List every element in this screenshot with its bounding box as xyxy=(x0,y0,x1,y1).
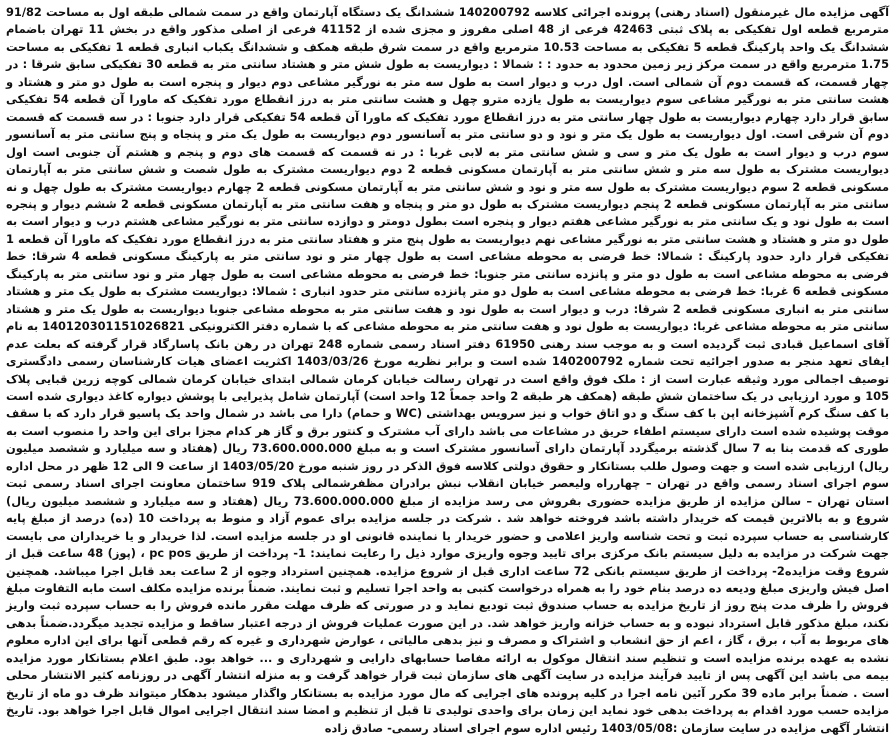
auction-notice-text: آگهی مزایده مال غیرمنقول (اسناد رهنی) پرونده اجرائی کلاسه 140200792 ششدانگ یک دستگاه آپارتمان واقع در سمت شمالی طبقه اول به مساحت 91/82 مترمربع قطعه اول تفکیکی به پلاک ثبتی 42463 فرعی از 48 اصلی مفروز و مجزی شده از 41152 فرعی از اصلی مذکور واقع در بخش 11 تهران باضمام ششدانگ یک واحد پارکینگ قطعه 5 تفکیکی به مساحت 10.53 مترمربع واقع در سمت شرق طبقه همکف و ششدانگ یکباب انباری قطعه 1 تفکیکی به مساحت 1.75 مترمربع واقع در سمت مرکز زیر زمین محدود به حدود : : شمالا : دیواریست به طول شش متر و هشتاد سانتی متر به قطعه 30 تفکیکی سابق شرقا : در چهار قسمت، که قسمت دوم آن شمالی است. اول درب و دیوار است به طول سه متر به نورگیر مشاعی دوم دیوار و پنجره است به طول دو متر و هشتاد و هشت سانتی متر به نورگیر مشاعی سوم دیواریست به طول یازده مترو چهل و هشت سانتی متر به درز انقطاع مورد تفکیک که ماورا آن قطعه 54 تفکیکی سابق قرار دارد چهارم دیواریست به طول چهار سانتی متر به درز انقطاع مورد تفکیک که ماورا آن قطعه 54 تفکیکی قرار دارد جنوبا : در سه قسمت که قسمت دوم آن شرقی است. اول دیواریست به طول یک متر و نود و دو سانتی متر به آسانسور دوم دیواریست به طول یک متر و پنجاه و پنج سانتی متر به آسانسور سوم درب و دیوار است به طول یک متر و سی و شش سانتی متر به لابی غربا : در نه قسمت که قسمت های دوم و پنجم و هشتم آن جنوبی است اول دیواریست مشترک به طول سه متر و شش سانتی متر به آپارتمان مسکونی قطعه 2 دوم دیواریست مشترک به طول شصت و شش سانتی متر به آپارتمان مسکونی قطعه 2 سوم دیواریست مشترک به طول سه متر و نود و شش سانتی متر به آپارتمان مسکونی قطعه 2 چهارم دیواریست مشترک به طول چهل و نه سانتی متر به آپارتمان مسکونی قطعه 2 پنجم دیواریست مشترک به طول دو متر و پنجاه و هفت سانتی متر به آپارتمان مسکونی قطعه 2 ششم دیوار و پنجره است به طول نود و یک سانتی متر به نورگیر مشاعی هفتم دیوار و پنجره است بطول دومتر و دوازده سانتی متر به نورگیر مشاعی هشتم درب و دیوار است به طول دو متر و هشتاد و هشت سانتی متر به نورگیر مشاعی نهم دیواریست به طول پنج متر و هفتاد سانتی متر به درز انقطاع مورد تفکیک که ماورا آن قطعه 1 تفکیکی قرار دارد حدود پارکینگ : شمالا: خط فرضی به محوطه مشاعی است به طول چهار متر و نود سانتی متر به پارکینگ مسکونی قطعه 4 شرقا: خط فرضی به محوطه مشاعی است به طول دو متر و پانزده سانتی متر جنوبا: خط فرضی به محوطه مشاعی است به طول چهار متر و نود سانتی متر به پارکینگ مسکونی قطعه 6 غربا: خط فرضی به محوطه مشاعی است به طول دو متر پانزده سانتی متر حدود انباری : شمالا: دیواریست مشترک به طول یک متر و هشتاد سانتی متر به انباری مسکونی قطعه 2 شرقا: درب و دیوار است به طول نود و هفت سانتی متر به محوطه مشاعی جنوبا دیواریست به طول یک متر و هشتاد سانتی متر به محوطه مشاعی غربا: دیواریست به طول نود و هفت سانتی متر به محوطه مشاعی که با شماره دفتر الکترونیکی 140120301151026821 به نام آقای اسماعیل قبادی ثبت گردیده است و به موجب سند رهنی 61950 دفتر اسناد رسمی شماره 248 تهران در رهن بانک پاسارگاد قرار گرفته که بعلت عدم ایفای تعهد منجر به صدور اجرائیه تحت شماره 140200792 شده است و برابر نظریه مورخ 1403/03/26 اکثریت اعضای هیات کارشناسان رسمی دادگستری توصیف اجمالی مورد وثیقه عبارت است از : ملک فوق واقع است در تهران رسالت خیابان کرمان شمالی ابتدای خیابان کرمان شمالی کوچه زرین قبایی پلاک 105 و مورد ارزیابی در یک ساختمان شش طبقه (همکف هر طبقه 2 واحد جمعاً 12 واحد است) آپارتمان شامل پذیرایی با پوشش دیواره کاغذ دیواری شده است با کف سنگ کرم آشپزخانه اپن با کف سنگ و دو اتاق خواب و نیز سرویس بهداشتی (WC و حمام) دارا می باشد در شمال واحد یک پاسیو قرار دارد که با سقف موقت پوشیده شده است دارای سیستم اطفاء حریق در مشاعات می باشد دارای آب مشترک و کنتور برق و گاز هر کدام مجزا برای این واحد را منصوب است به طوری که قدمت بنا به 7 سال گذشته برمیگردد آپارتمان دارای آسانسور مشترک است و به مبلغ 73.600.000.000 ریال (هفتاد و سه میلیارد و ششصد میلیون ریال) ارزیابی شده است و جهت وصول طلب بستانکار و حقوق دولتی کلاسه فوق الذکر در روز شنبه مورخ 1403/05/20 از ساعت 9 الی 12 ظهر در محل اداره سوم اجرای اسناد رسمی واقع در تهران – چهارراه ولیعصر خیابان انقلاب نبش برادران مظفرشمالی پلاک 919 ساختمان معاونت اجرای اسناد رسمی ثبت استان تهران – سالن مزایده از طریق مزایده حضوری بفروش می رسد مزایده از مبلغ 73.600.000.000 ریال (هفتاد و سه میلیارد و ششصد میلیون ریال) شروع و به بالاترین قیمت که خریدار داشته باشد فروخته خواهد شد . شرکت در جلسه مزایده برای عموم آزاد و منوط به پرداخت 10 (ده) درصد از مبلغ پایه کارشناسی به حساب سپرده ثبت و تحت شناسه واریز اعلامی و حضور خریدار یا نماینده قانونی او در جلسه مزایده است. لذا خریدار و یا خریداران می بایست جهت شرکت در مزایده به دلیل سیستم بانک مرکزی برای تایید وجوه واریزی موارد ذیل را رعایت نمایند: 1- پرداخت از طریق pc pos ، (پوز) 48 ساعت قبل از شروع وقت مزایده2- پرداخت از طریق سیستم بانکی 72 ساعت اداری قبل از شروع مزایده. همچنین استرداد وجوه از 2 ساعت بعد قابل اجرا میباشد. همچنین اصل فیش واریزی مبلغ ودیعه ده درصد بنام خود را به همراه درخواست کتبی به واحد اجرا تسلیم و ثبت نمایند. ضمناً برنده مزایده مکلف است مابه التفاوت مبلغ فروش را ظرف مدت پنج روز از تاریخ مزایده به حساب صندوق ثبت تودیع نماید و در صورتی که ظرف مهلت مقرر مانده فروش را به حساب سپرده ثبت واریز نکند، مبلغ مذکور قابل استرداد نبوده و به حساب خزانه واریز خواهد شد. در این صورت عملیات فروش از درجه اعتبار ساقط و مزایده تجدید میگردد.ضمناً بدهی های مربوط به آب ، برق ، گاز ، اعم از حق انشعاب و اشتراک و مصرف و نیز بدهی مالیاتی ، عوارض شهرداری و غیره که رقم قطعی آنها برای این اداره معلوم نشده به عهده برنده مزایده است و تنظیم سند انتقال موکول به ارائه مفاصا حسابهای دارایی و شهرداری و ... خواهد بود. طبق اعلام بستانکار مورد مزایده بیمه می باشد این آگهی پس از تایید فرآیند مزایده در سایت آگهی های سازمان ثبت قرار خواهد گرفت و به منزله انتشار آگهی در روزنامه کثیر الانتشار محلی است . ضمناً برابر ماده 39 مکرر آئین نامه اجرا در کلیه پرونده های اجرایی که مال مورد مزایده به بستانکار واگذار میشود بدهکار میتواند ظرف دو ماه از تاریخ مزایده حسب مورد اقدام به پرداخت بدهی خود نماید این زمان برای واحدی تولیدی تا قبل از تنظیم و امضا سند انتقال اجرایی اموال قابل اجرا خواهد بود. تاریخ انتشار آگهی مزایده در سایت سازمان :1403/05/08 رئیس اداره سوم اجرای اسناد رسمی- صادق زاده xyxy=(6,5,890,735)
